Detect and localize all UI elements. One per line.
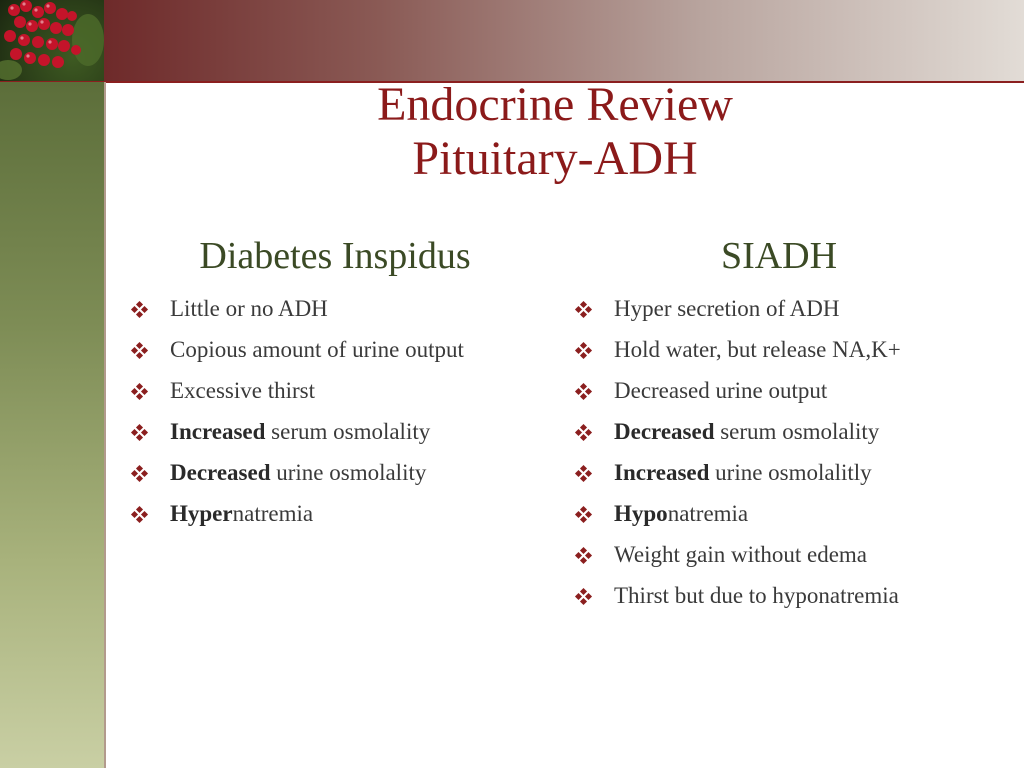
item-text: natremia [232, 501, 314, 526]
right-column [574, 232, 1014, 616]
item-text: Excessive thirst [170, 378, 315, 403]
title-line-2: Pituitary-ADH [412, 132, 698, 185]
diamond-bullet-icon [132, 507, 148, 523]
list-item [574, 370, 1014, 411]
list-item [574, 575, 1014, 616]
list-item [130, 370, 550, 411]
item-text: Hyper secretion of ADH [614, 296, 840, 321]
item-text: Thirst but due to hyponatremia [614, 583, 899, 608]
item-bold: Decreased [614, 419, 715, 444]
list-item [574, 452, 1014, 493]
list-item [574, 493, 1014, 534]
right-bullet-list [574, 288, 1014, 616]
diamond-bullet-icon [132, 425, 148, 441]
berries-corner-image [0, 0, 104, 82]
item-text: Weight gain without edema [614, 542, 867, 567]
item-text: natremia [667, 501, 749, 526]
slide-title [120, 78, 990, 186]
item-text: Copious amount of urine output [170, 337, 464, 362]
left-bullet-list [130, 288, 550, 534]
diamond-bullet-icon [576, 548, 592, 564]
list-item [130, 411, 550, 452]
item-bold: Increased [170, 419, 266, 444]
diamond-bullet-icon [132, 466, 148, 482]
diamond-bullet-icon [576, 343, 592, 359]
item-text: urine osmolality [270, 460, 427, 485]
diamond-bullet-icon [132, 343, 148, 359]
title-line-1: Endocrine Review [377, 78, 733, 131]
list-item [574, 329, 1014, 370]
top-banner [104, 0, 1024, 82]
left-column-heading: Diabetes Inspidus [199, 235, 471, 277]
diamond-bullet-icon [576, 425, 592, 441]
left-band-edge [104, 82, 106, 768]
item-text: urine osmolalitly [709, 460, 872, 485]
item-text: Decreased urine output [614, 378, 828, 403]
list-item [130, 288, 550, 329]
list-item [130, 329, 550, 370]
list-item [574, 411, 1014, 452]
item-bold: Hypo [614, 501, 668, 526]
diamond-bullet-icon [576, 466, 592, 482]
item-text: Little or no ADH [170, 296, 328, 321]
red-berries-icon [0, 0, 104, 82]
left-column [130, 232, 550, 534]
diamond-bullet-icon [576, 384, 592, 400]
diamond-bullet-icon [132, 302, 148, 318]
item-bold: Hyper [170, 501, 233, 526]
diamond-bullet-icon [576, 302, 592, 318]
list-item [130, 452, 550, 493]
list-item [574, 534, 1014, 575]
item-text: serum osmolality [714, 419, 880, 444]
left-sidebar-band [0, 82, 104, 768]
right-column-heading: SIADH [720, 235, 838, 277]
list-item [130, 493, 550, 534]
item-text: serum osmolality [265, 419, 431, 444]
item-bold: Increased [614, 460, 710, 485]
item-bold: Decreased [170, 460, 271, 485]
item-text: Hold water, but release NA,K+ [614, 337, 901, 362]
diamond-bullet-icon [132, 384, 148, 400]
list-item [574, 288, 1014, 329]
diamond-bullet-icon [576, 507, 592, 523]
diamond-bullet-icon [576, 589, 592, 605]
